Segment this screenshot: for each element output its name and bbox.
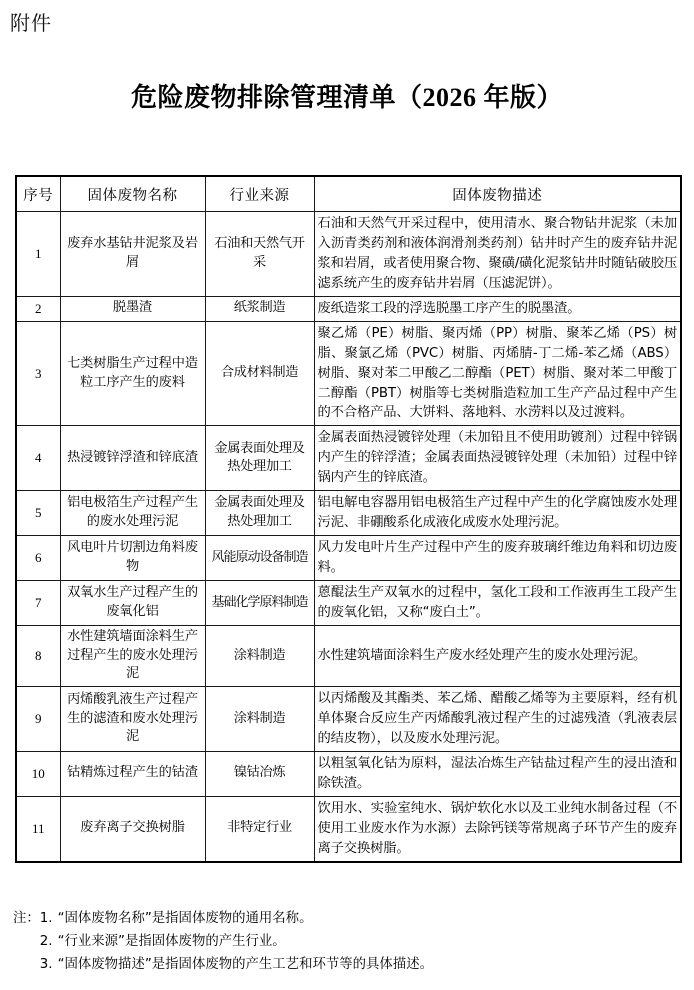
cell-industry: 涂料制造 <box>205 625 314 686</box>
page-title: 危险废物排除管理清单（2026 年版） <box>130 83 563 112</box>
column-header-description: 固体废物描述 <box>314 176 681 212</box>
table-row <box>16 212 681 297</box>
cell-industry: 合成材料制造 <box>205 321 314 426</box>
cell-industry: 纸浆制造 <box>205 296 314 321</box>
note-text: “固体废物名称”是指固体废物的通用名称。 <box>57 911 313 926</box>
table-row <box>16 625 681 686</box>
cell-description: 石油和天然气开采过程中，使用清水、聚合物钻井泥浆（未加入沥青类药剂和液体润滑剂类药剂）钻井时产生的废弃钻井泥浆和岩屑，或者使用聚合物、聚磺/磺化泥浆钻井时随钻破胶压滤系统产生的废弃钻井岩屑（压滤泥饼）。 <box>314 212 681 297</box>
cell-index: 11 <box>16 796 60 861</box>
table-row <box>16 687 681 752</box>
cell-description: 饮用水、实验室纯水、锅炉软化水以及工业纯水制备过程（不使用工业废水作为水源）去除钙镁等常规离子环节产生的废弃离子交换树脂。 <box>314 796 681 861</box>
note-number: 1. <box>39 911 53 926</box>
cell-index: 5 <box>16 491 60 536</box>
cell-industry: 金属表面处理及热处理加工 <box>205 491 314 536</box>
cell-index: 2 <box>16 296 60 321</box>
note-text: “行业来源”是指固体废物的产生行业。 <box>57 934 286 950</box>
cell-index: 4 <box>16 426 60 491</box>
cell-index: 7 <box>16 580 60 625</box>
cell-industry: 基础化学原料制造 <box>205 580 314 625</box>
cell-name: 水性建筑墙面涂料生产过程产生的废水处理污泥 <box>60 625 205 686</box>
table-row <box>16 491 681 536</box>
notes-section <box>13 907 673 976</box>
cell-description: 铝电解电容器用铝电极箔生产过程中产生的化学腐蚀废水处理污泥、非硼酸系化成液化成废水处理污泥。 <box>314 491 681 536</box>
table-row <box>16 796 681 861</box>
cell-name: 热浸镀锌浮渣和锌底渣 <box>60 426 205 491</box>
table-header <box>16 176 681 212</box>
table-row <box>16 426 681 491</box>
note-item <box>13 953 673 976</box>
cell-name: 废弃离子交换树脂 <box>60 796 205 861</box>
table-row <box>16 536 681 581</box>
table-header-row <box>16 176 681 212</box>
cell-name: 铝电极箔生产过程产生的废水处理污泥 <box>60 491 205 536</box>
cell-description: 水性建筑墙面涂料生产废水经处理产生的废水处理污泥。 <box>314 625 681 686</box>
cell-index: 1 <box>16 212 60 297</box>
waste-listing-table-container <box>15 175 680 863</box>
note-number: 2. <box>39 934 53 950</box>
cell-name: 七类树脂生产过程中造粒工序产生的废料 <box>60 321 205 426</box>
table-row <box>16 751 681 796</box>
cell-description: 风力发电叶片生产过程中产生的废弃玻璃纤维边角料和切边废料。 <box>314 536 681 581</box>
cell-description: 以粗氢氧化钴为原料，湿法冶炼生产钴盐过程产生的浸出渣和除铁渣。 <box>314 751 681 796</box>
table-row <box>16 296 681 321</box>
note-item <box>13 930 673 953</box>
cell-index: 6 <box>16 536 60 581</box>
note-text: “固体废物描述”是指固体废物的产生工艺和环节等的具体描述。 <box>57 957 433 973</box>
waste-listing-table <box>15 175 682 863</box>
cell-name: 丙烯酸乳液生产过程产生的滤渣和废水处理污泥 <box>60 687 205 752</box>
cell-industry: 镍钴冶炼 <box>205 751 314 796</box>
cell-name: 双氧水生产过程产生的废氧化铝 <box>60 580 205 625</box>
cell-name: 脱墨渣 <box>60 296 205 321</box>
cell-name: 钴精炼过程产生的钴渣 <box>60 751 205 796</box>
cell-index: 10 <box>16 751 60 796</box>
cell-industry: 金属表面处理及热处理加工 <box>205 426 314 491</box>
cell-industry: 非特定行业 <box>205 796 314 861</box>
cell-industry: 石油和天然气开采 <box>205 212 314 297</box>
cell-description: 废纸造浆工段的浮选脱墨工序产生的脱墨渣。 <box>314 296 681 321</box>
cell-index: 3 <box>16 321 60 426</box>
cell-description: 聚乙烯（PE）树脂、聚丙烯（PP）树脂、聚苯乙烯（PS）树脂、聚氯乙烯（PVC）树脂、丙烯腈-丁二烯-苯乙烯（ABS）树脂、聚对苯二甲酸乙二醇酯（PET）树脂、聚对苯二甲酸丁二醇酯（PBT）树脂等七类树脂造粒加工生产产品过程中产生的不合格产品、大饼料、落地料、水涝料以及过渡料。 <box>314 321 681 426</box>
column-header-index: 序号 <box>16 176 60 212</box>
notes-label: 注： <box>13 911 40 926</box>
table-row <box>16 321 681 426</box>
cell-industry: 涂料制造 <box>205 687 314 752</box>
table-row <box>16 580 681 625</box>
attachment-label: 附件 <box>10 11 52 35</box>
cell-name: 风电叶片切割边角料废物 <box>60 536 205 581</box>
cell-description: 以丙烯酸及其酯类、苯乙烯、醋酸乙烯等为主要原料，经有机单体聚合反应生产丙烯酸乳液过程产生的过滤残渣（乳液表层的结皮物），以及废水处理污泥。 <box>314 687 681 752</box>
cell-index: 8 <box>16 625 60 686</box>
cell-name: 废弃水基钻井泥浆及岩屑 <box>60 212 205 297</box>
note-item <box>13 907 673 930</box>
column-header-name: 固体废物名称 <box>60 176 205 212</box>
note-number: 3. <box>39 957 53 973</box>
cell-description: 金属表面热浸镀锌处理（未加铅且不使用助镀剂）过程中锌锅内产生的锌浮渣；金属表面热浸镀锌处理（未加铅）过程中锌锅内产生的锌底渣。 <box>314 426 681 491</box>
cell-industry: 风能原动设备制造 <box>205 536 314 581</box>
table-body <box>16 212 681 862</box>
column-header-industry: 行业来源 <box>205 176 314 212</box>
cell-index: 9 <box>16 687 60 752</box>
cell-description: 蒽醌法生产双氧水的过程中，氢化工段和工作液再生工段产生的废氧化铝，又称“废白土”。 <box>314 580 681 625</box>
